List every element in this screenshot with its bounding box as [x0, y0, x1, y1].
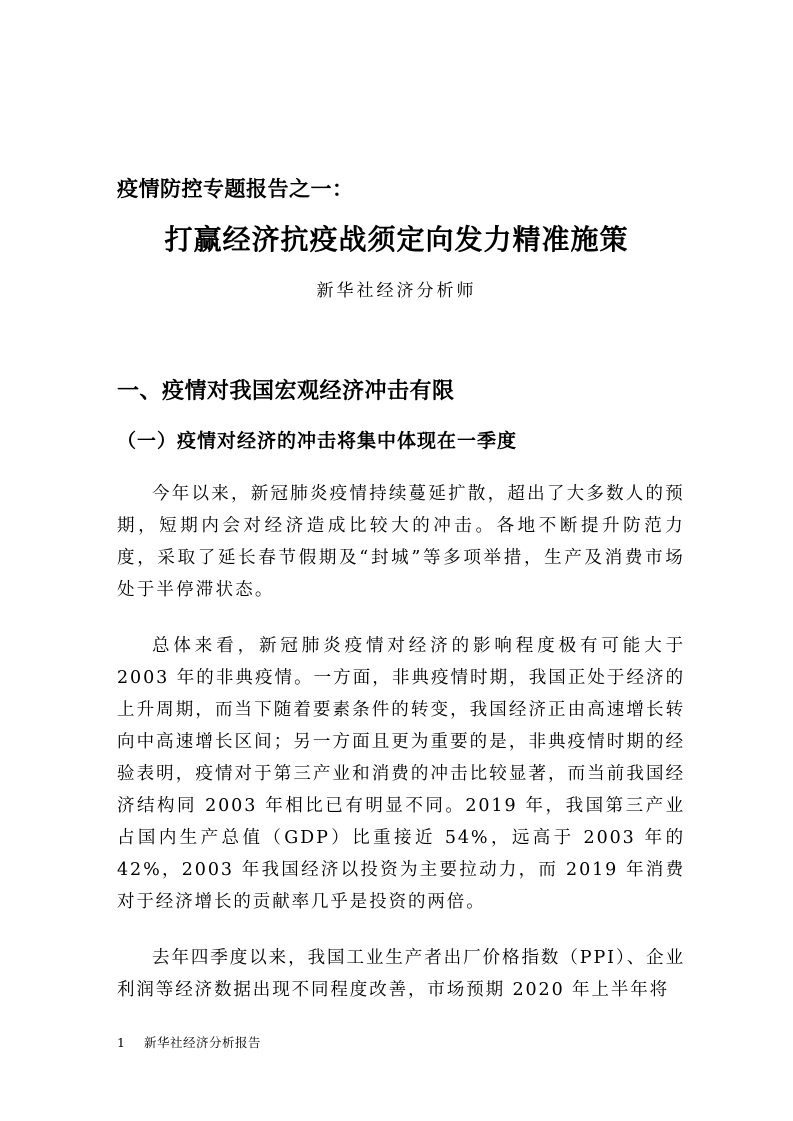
author-byline: 新华社经济分析师	[316, 281, 477, 301]
footer-source: 新华社经济分析报告	[143, 1035, 261, 1050]
series-label: 疫情防控专题报告之一：	[117, 177, 354, 201]
section-heading: 一、疫情对我国宏观经济冲击有限	[117, 379, 455, 404]
page-title: 打赢经济抗疫战须定向发力精准施策	[164, 223, 629, 256]
paragraph: 总体来看，新冠肺炎疫情对经济的影响程度极有可能大于2003 年的非典疫情。一方面，非典疫情时期，我国正处于经济的上升周期，而当下随着要素条件的转变，我国经济正由高速增长转向中高速增长区间；另一方面且更为重要的是，非典疫情时期的经验表明，疫情对于第三产业和消费的冲击比较显著，而当前我国经济结构同 2003 年相比已有明显不同。2019 年，我国第三产业占国内生产总值（GDP）比重接近 54%，远高于 2003 年的 42%，2003 年我国经济以投资为主要拉动力，而 2019 年消费对于经济增长的贡献率几乎是投资的两倍。	[117, 636, 685, 912]
paragraph: 今年以来，新冠肺炎疫情持续蔓延扩散，超出了大多数人的预期，短期内会对经济造成比较大的冲击。各地不断提升防范力度，采取了延长春节假期及“封城”等多项举措，生产及消费市场处于半停滞状态。	[117, 484, 685, 600]
page-number: 1	[117, 1035, 126, 1050]
body-text	[117, 478, 685, 1030]
page-footer	[117, 1033, 261, 1053]
subsection-heading: （一）疫情对经济的冲击将集中体现在一季度	[117, 430, 518, 452]
paragraph: 去年四季度以来，我国工业生产者出厂价格指数（PPI）、企业利润等经济数据出现不同程度改善，市场预期 2020 年上半年将	[117, 948, 685, 1000]
